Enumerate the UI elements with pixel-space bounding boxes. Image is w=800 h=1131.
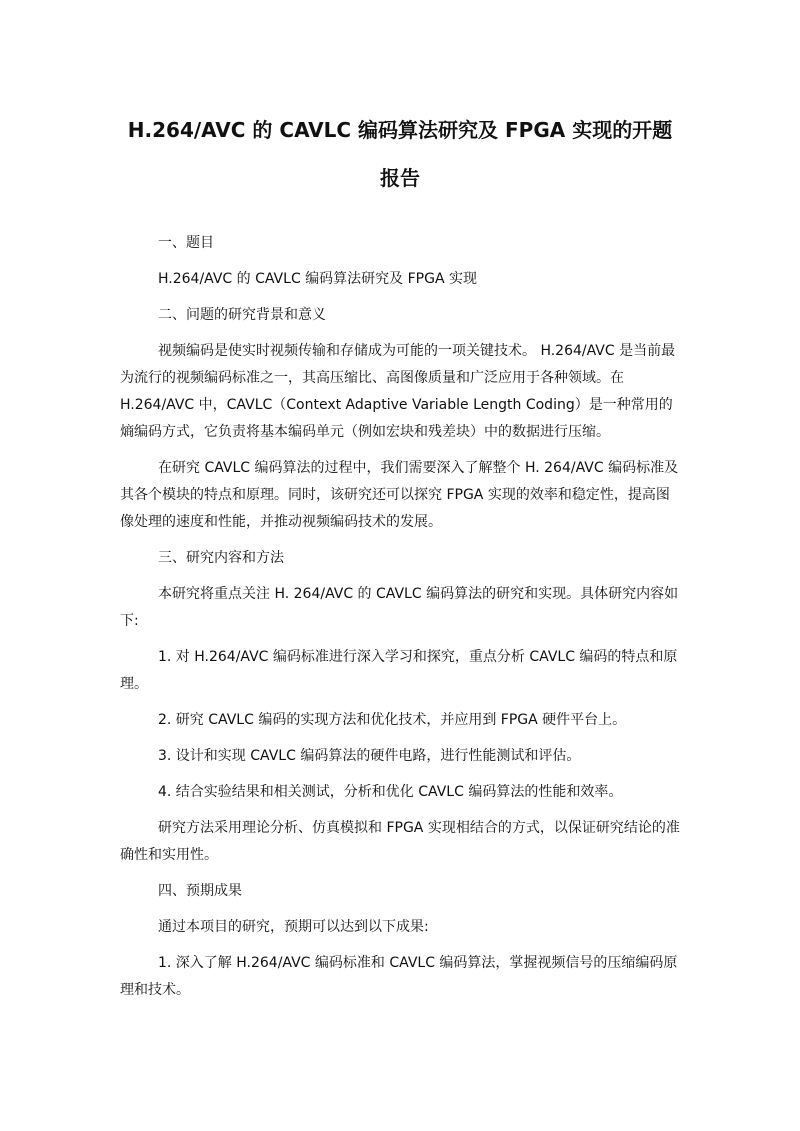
section-2-paragraph-2: 在研究 CAVLC 编码算法的过程中，我们需要深入了解整个 H. 264/AVC 编码标准及其各个模块的特点和原理。同时，该研究还可以探究 FPGA 实现的效率和稳定性，提高图像处理的速度和性能，并推动视频编码技术的发展。 (120, 460, 679, 530)
section-3-item-4: 4. 结合实验结果和相关测试，分析和优化 CAVLC 编码算法的性能和效率。 (158, 784, 623, 800)
section-3-item-2: 2. 研究 CAVLC 编码的实现方法和优化技术，并应用到 FPGA 硬件平台上。 (158, 712, 627, 728)
section-4-intro: 通过本项目的研究，预期可以达到以下成果: (158, 919, 429, 935)
document-title-line-2: 报告 (380, 166, 420, 190)
document-title-line-1: H.264/AVC 的 CAVLC 编码算法研究及 FPGA 实现的开题 (127, 118, 673, 142)
section-2-heading: 二、问题的研究背景和意义 (158, 307, 326, 323)
section-1-heading: 一、题目 (158, 235, 214, 251)
section-3-intro: 本研究将重点关注 H. 264/AVC 的 CAVLC 编码算法的研究和实现。具体研究内容如下: (120, 586, 679, 629)
section-3-item-3: 3. 设计和实现 CAVLC 编码算法的硬件电路，进行性能测试和评估。 (158, 748, 581, 764)
section-3-heading: 三、研究内容和方法 (158, 550, 284, 566)
section-2-paragraph-1: 视频编码是使实时视频传输和存储成为可能的一项关键技术。 H.264/AVC 是当前最为流行的视频编码标准之一，其高压缩比、高图像质量和广泛应用于各种领域。在 H.264/AVC 中，CAVLC（Context Adaptive Variable Length Coding）是一种常用的熵编码方式，它负责将基本编码单元（例如宏块和残差块）中的数据进行压缩。 (120, 343, 676, 440)
section-3-item-1: 1. 对 H.264/AVC 编码标准进行深入学习和探究，重点分析 CAVLC 编码的特点和原理。 (120, 649, 678, 692)
document-body (120, 230, 680, 1013)
section-4-item-1: 1. 深入了解 H.264/AVC 编码标准和 CAVLC 编码算法，掌握视频信号的压缩编码原理和技术。 (120, 955, 678, 998)
section-3-method: 研究方法采用理论分析、仿真模拟和 FPGA 实现相结合的方式，以保证研究结论的准确性和实用性。 (120, 820, 680, 863)
section-1-text: H.264/AVC 的 CAVLC 编码算法研究及 FPGA 实现 (158, 271, 477, 287)
section-4-heading: 四、预期成果 (158, 883, 242, 899)
